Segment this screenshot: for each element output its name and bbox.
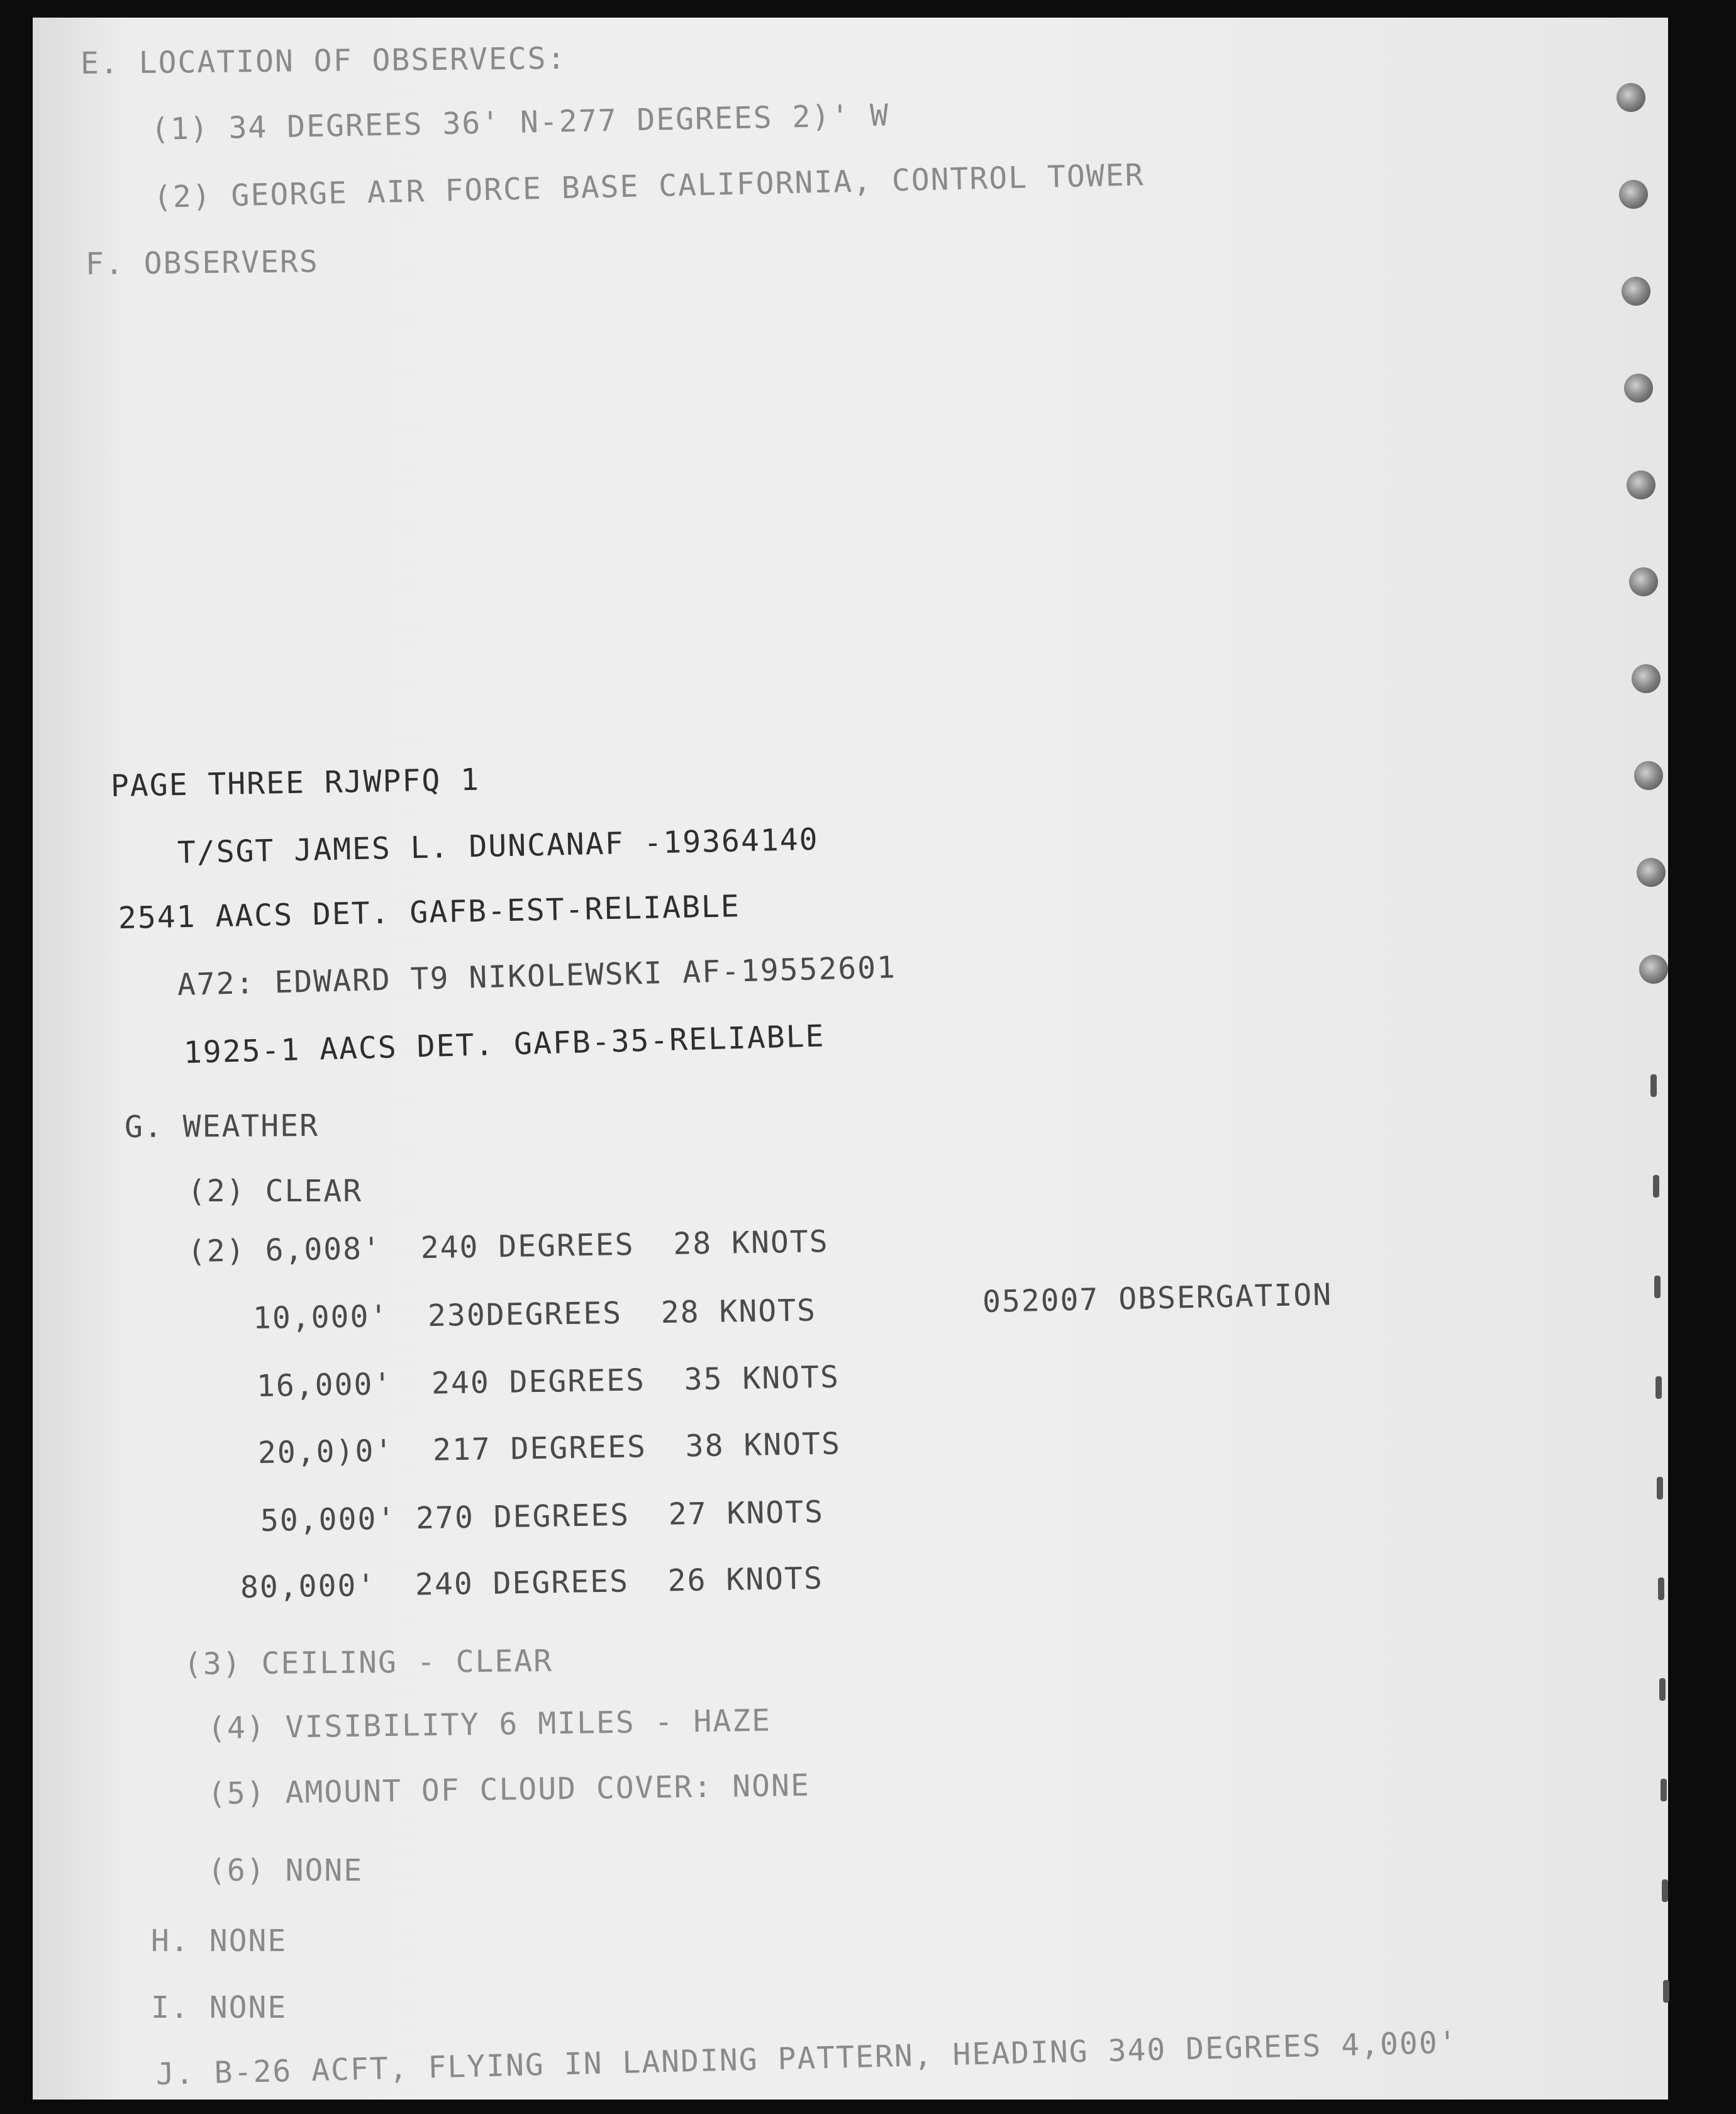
feed-edge-icon: [1657, 1477, 1663, 1499]
feed-hole-icon: [1622, 277, 1650, 306]
winds-aloft-row-4: 20,0)0' 217 DEGREES 38 KNOTS: [257, 1426, 842, 1471]
page-header: PAGE THREE RJWPFQ 1: [110, 762, 481, 804]
feed-hole-icon: [1632, 664, 1661, 693]
winds-aloft-row-3: 16,000' 240 DEGREES 35 KNOTS: [256, 1359, 840, 1404]
feed-edge-icon: [1661, 1779, 1667, 1801]
section-j: J. B-26 ACFT, FLYING IN LANDING PATTERN, HEADING 340 DEGREES 4,000': [155, 2025, 1459, 2092]
observer-2-name: A72: EDWARD T9 NIKOLEWSKI AF-19552601: [177, 950, 897, 1003]
winds-aloft-row-1: (2) 6,008' 240 DEGREES 28 KNOTS: [187, 1223, 829, 1269]
feed-hole-icon: [1624, 374, 1653, 403]
feed-edge-icon: [1654, 1276, 1661, 1298]
location-coordinates: (1) 34 DEGREES 36' N-277 DEGREES 2)' W: [150, 97, 890, 147]
winds-aloft-row-2: 10,000' 230DEGREES 28 KNOTS: [252, 1293, 817, 1336]
section-g-heading: G. WEATHER: [124, 1108, 320, 1145]
feed-hole-icon: [1637, 858, 1666, 887]
feed-hole-icon: [1627, 470, 1655, 499]
feed-edge-icon: [1653, 1175, 1659, 1198]
feed-hole-icon: [1639, 955, 1668, 984]
observer-2-unit: 1925-1 AACS DET. GAFB-35-RELIABLE: [183, 1018, 826, 1071]
feed-edge-icon: [1663, 1980, 1669, 2003]
winds-aloft-row-6: 80,000' 240 DEGREES 26 KNOTS: [240, 1560, 824, 1605]
section-h: H. NONE: [151, 1923, 287, 1959]
feed-hole-icon: [1634, 761, 1663, 790]
location-site: (2) GEORGE AIR FORCE BASE CALIFORNIA, CONTROL TOWER: [153, 157, 1145, 215]
teletype-page: [33, 18, 1668, 2100]
feed-edge-icon: [1655, 1376, 1662, 1399]
feed-hole-icon: [1616, 83, 1645, 112]
weather-sky: (2) CLEAR: [187, 1174, 363, 1209]
observer-1-name: T/SGT JAMES L. DUNCANAF -19364140: [177, 821, 820, 871]
winds-aloft-row-5: 50,000' 270 DEGREES 27 KNOTS: [260, 1494, 825, 1538]
section-f-heading: F. OBSERVERS: [85, 244, 320, 282]
section-i: I. NONE: [151, 1990, 287, 2025]
weather-visibility: (4) VISIBILITY 6 MILES - HAZE: [207, 1703, 772, 1746]
feed-hole-icon: [1629, 567, 1658, 596]
feed-edge-icon: [1659, 1678, 1666, 1701]
feed-edge-icon: [1658, 1577, 1664, 1600]
observer-1-unit: 2541 AACS DET. GAFB-EST-RELIABLE: [118, 889, 741, 936]
feed-edge-icon: [1662, 1879, 1668, 1902]
weather-item-6: (6) NONE: [208, 1853, 364, 1888]
observation-time: 052007 OBSERGATION: [982, 1277, 1333, 1320]
weather-cloud-cover: (5) AMOUNT OF CLOUD COVER: NONE: [207, 1767, 811, 1811]
feed-edge-icon: [1650, 1074, 1657, 1097]
feed-hole-icon: [1619, 180, 1648, 209]
section-e-heading: E. LOCATION OF OBSERVECS:: [80, 40, 567, 81]
weather-ceiling: (3) CEILING - CLEAR: [183, 1643, 554, 1682]
